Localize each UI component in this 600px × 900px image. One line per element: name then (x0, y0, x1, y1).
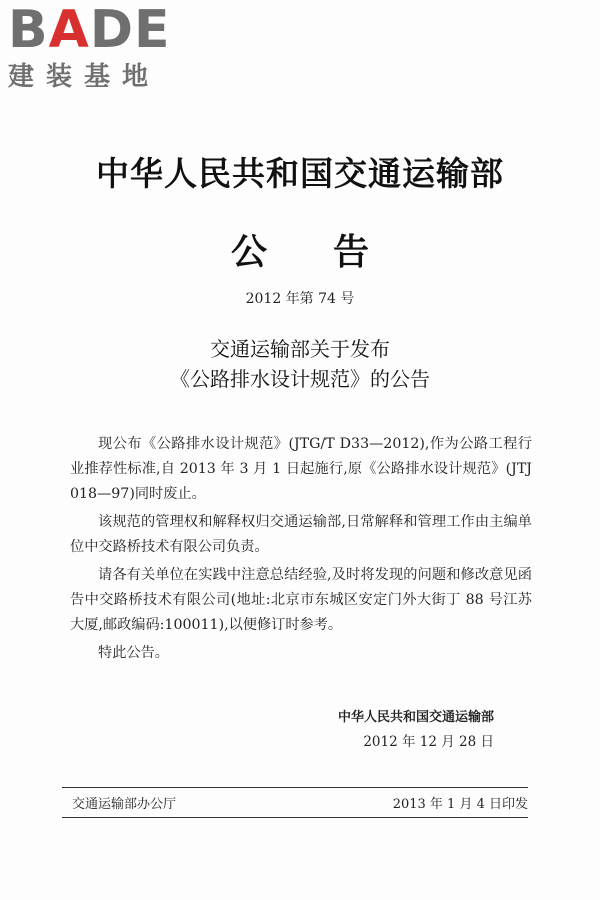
signature-org: 中华人民共和国交通运输部 (337, 710, 494, 725)
doc-type-heading (0, 224, 600, 275)
announcement-subject (0, 334, 600, 394)
body-paragraph: 特此公告。 (98, 645, 169, 661)
doc-type-char-1: 公 (230, 232, 267, 273)
footer-rule-bottom (62, 817, 528, 818)
subject-line-2: 《公路排水设计规范》的公告 (170, 367, 430, 391)
footer-print-date: 2013 年 1 月 4 日印发 (392, 797, 528, 812)
doc-type-char-2: 告 (333, 232, 370, 273)
body-paragraph: 现公布《公路排水设计规范》(JTG/T D33—2012),作为公路工程行业推荐性标准,自 2013 年 3 月 1 日起施行,原《公路排水设计规范》(JTJ 018—97)同时废止。 (70, 436, 532, 502)
signature-date: 2012 年 12 月 28 日 (363, 734, 494, 750)
logo-letters-de: DE (89, 0, 171, 60)
subject-line-1: 交通运输部关于发布 (210, 337, 390, 361)
signature-block (338, 706, 494, 754)
logo-wordmark (8, 0, 178, 60)
body-paragraph: 该规范的管理权和解释权归交通运输部,日常解释和管理工作由主编单位中交路桥技术有限公司负责。 (70, 514, 532, 555)
announcement-body (70, 432, 532, 669)
issuer-title: 中华人民共和国交通运输部 (96, 154, 504, 193)
bade-watermark-logo (8, 0, 178, 92)
footer-office: 交通运输部办公厅 (72, 797, 177, 812)
document-number: 2012 年第 74 号 (245, 291, 355, 307)
footer-rule-top (62, 787, 528, 788)
body-paragraph: 请各有关单位在实践中注意总结经验,及时将发现的问题和修改意见函告中交路桥技术有限公司(地址:北京市东城区安定门外大街丁 88 号江苏大厦,邮政编码:100011),以便修订时参考。 (70, 567, 532, 633)
logo-letter-a-accent: A (48, 0, 90, 60)
logo-subtitle: 建装基地 (8, 62, 161, 92)
logo-letter-b: B (8, 0, 49, 60)
